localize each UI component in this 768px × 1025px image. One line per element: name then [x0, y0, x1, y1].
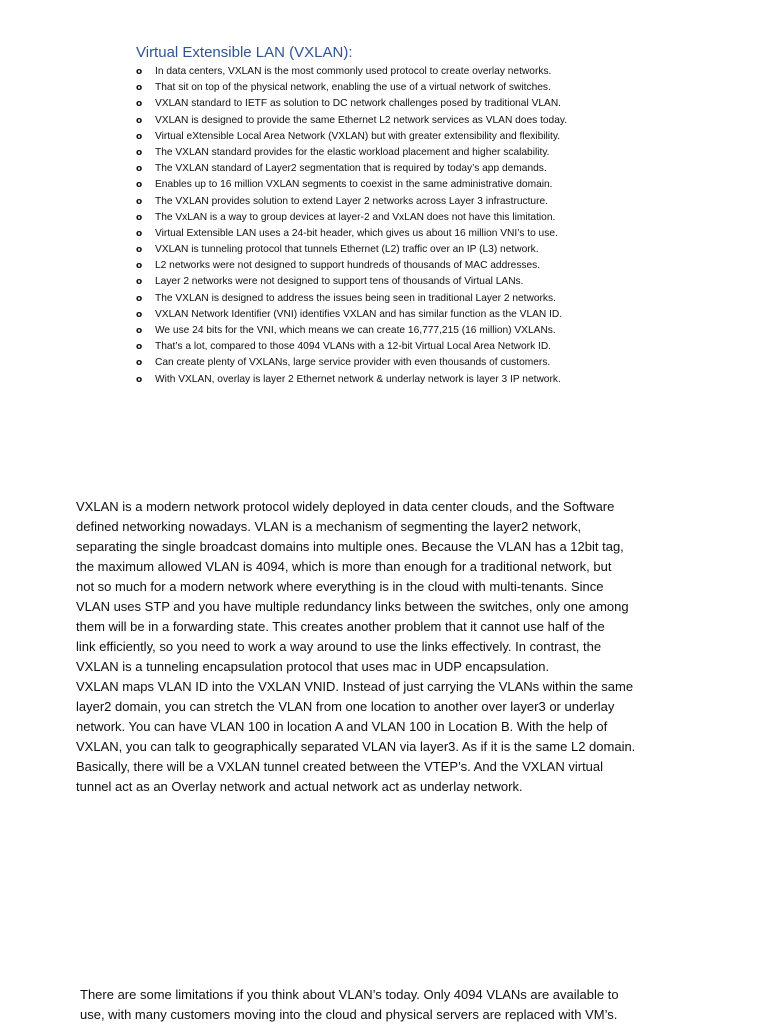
paragraph-line: VLAN uses STP and you have multiple redundancy links between the switches, only one among	[76, 599, 629, 614]
paragraph-line: VXLAN, you can talk to geographically separated VLAN via layer3. As if it is the same L2 domain.	[76, 739, 636, 754]
bullet-text: L2 networks were not designed to support hundreds of thousands of MAC addresses.	[155, 260, 541, 272]
list-item	[136, 291, 736, 307]
paragraph-line: VXLAN is a modern network protocol widely deployed in data center clouds, and the Software	[76, 499, 615, 514]
list-item	[136, 96, 736, 112]
bullet-marker-icon: o	[136, 277, 143, 288]
bullet-text: We use 24 bits for the VNI, which means we can create 16,777,215 (16 million) VXLANs.	[155, 325, 556, 336]
list-item	[136, 113, 736, 129]
bullet-text: The VxLAN is a way to group devices at layer-2 and VxLAN does not have this limitation.	[155, 211, 556, 223]
paragraph-line: not so much for a modern network where everything is in the cloud with multi-tenants. Since	[76, 579, 604, 594]
bullet-marker-icon: o	[136, 309, 143, 320]
bullet-marker-icon: o	[136, 131, 143, 142]
bullet-text: Enables up to 16 million VXLAN segments to coexist in the same administrative domain.	[155, 179, 553, 191]
bullet-marker-icon: o	[136, 147, 143, 158]
paragraph-line: layer2 domain, you can stretch the VLAN from one location to another over layer3 or underlay	[76, 699, 615, 714]
bullet-text: The VXLAN is designed to address the issues being seen in traditional Layer 2 networks.	[155, 292, 556, 304]
list-item	[136, 339, 736, 355]
list-item	[136, 242, 736, 258]
paragraph-line: tunnel act as an Overlay network and actual network act as underlay network.	[76, 779, 523, 794]
paragraph-line: Basically, there will be a VXLAN tunnel created between the VTEP’s. And the VXLAN virtual	[76, 759, 604, 774]
bullet-text: In data centers, VXLAN is the most commonly used protocol to create overlay networks.	[155, 66, 552, 77]
bullet-text: VXLAN is tunneling protocol that tunnels Ethernet (L2) traffic over an IP (L3) network.	[155, 244, 539, 256]
bullet-text: Virtual eXtensible Local Area Network (VXLAN) but with greater extensibility and flexibility.	[155, 130, 561, 142]
list-item	[136, 226, 736, 242]
bullet-marker-icon: o	[136, 115, 143, 126]
bullet-text: That’s a lot, compared to those 4094 VLANs with a 12-bit Virtual Local Area Network ID.	[155, 341, 552, 353]
bullet-marker-icon: o	[136, 164, 143, 175]
bullet-text: Virtual Extensible LAN uses a 24-bit header, which gives us about 16 million VNI’s to use.	[155, 227, 558, 239]
list-item	[136, 274, 736, 290]
bullet-text: With VXLAN, overlay is layer 2 Ethernet network & underlay network is layer 3 IP network.	[155, 373, 561, 385]
bullet-text: The VXLAN standard provides for the elastic workload placement and higher scalability.	[155, 146, 550, 158]
bullet-marker-icon: o	[136, 245, 143, 256]
bullet-marker-icon: o	[136, 196, 143, 207]
list-item	[136, 372, 736, 388]
paragraph-line: them will be in a forwarding state. This creates another problem that it cannot use half of the	[76, 619, 605, 634]
bullet-marker-icon: o	[136, 293, 143, 304]
paragraph-vxlan-overview	[76, 497, 716, 797]
list-item	[136, 145, 736, 161]
bullet-text: Can create plenty of VXLANs, large service provider with even thousands of customers.	[155, 357, 551, 369]
bullet-marker-icon: o	[136, 358, 143, 369]
list-item	[136, 323, 736, 339]
paragraph-line: There are some limitations if you think about VLAN’s today. Only 4094 VLANs are available to	[80, 987, 619, 1002]
paragraph-line: link efficiently, so you need to work a way around to use the links effectively. In contrast, the	[76, 639, 602, 654]
bullet-marker-icon: o	[136, 83, 143, 94]
list-item	[136, 210, 736, 226]
list-item	[136, 161, 736, 177]
bullet-text: VXLAN Network Identifier (VNI) identifies VXLAN and has similar function as the VLAN ID.	[155, 308, 563, 320]
paragraph-line: VXLAN is a tunneling encapsulation protocol that uses mac in UDP encapsulation.	[76, 659, 550, 674]
bullet-marker-icon: o	[136, 326, 143, 336]
list-item	[136, 307, 736, 323]
bullet-list	[136, 64, 736, 388]
paragraph-line: VXLAN maps VLAN ID into the VXLAN VNID. Instead of just carrying the VLANs within the same	[76, 679, 634, 694]
list-item	[136, 177, 736, 193]
paragraph-line: separating the single broadcast domains into multiple ones. Because the VLAN has a 12bit tag,	[76, 539, 624, 554]
paragraph-line: the maximum allowed VLAN is 4094, which is more than enough for a traditional network, but	[76, 559, 612, 574]
bullet-text: VXLAN is designed to provide the same Ethernet L2 network services as VLAN does today.	[155, 114, 568, 126]
bullet-marker-icon: o	[136, 261, 143, 272]
bullet-marker-icon: o	[136, 180, 143, 191]
bullet-text: The VXLAN provides solution to extend Layer 2 networks across Layer 3 infrastructure.	[155, 195, 548, 207]
list-item	[136, 80, 736, 96]
list-item	[136, 355, 736, 371]
paragraph-line: network. You can have VLAN 100 in location A and VLAN 100 in Location B. With the help of	[76, 719, 608, 734]
paragraph-vlan-limitations	[80, 985, 720, 1025]
bullet-marker-icon: o	[136, 99, 143, 110]
bullet-text: VXLAN standard to IETF as solution to DC network challenges posed by traditional VLAN.	[155, 98, 562, 110]
bullet-marker-icon: o	[136, 374, 143, 385]
bullet-marker-icon: o	[136, 67, 143, 77]
paragraph-line: defined networking nowadays. VLAN is a mechanism of segmenting the layer2 network,	[76, 519, 582, 534]
bullet-marker-icon: o	[136, 228, 143, 239]
list-item	[136, 129, 736, 145]
list-item	[136, 194, 736, 210]
list-item	[136, 64, 736, 80]
section-heading: Virtual Extensible LAN (VXLAN):	[136, 44, 353, 61]
paragraph-line: use, with many customers moving into the cloud and physical servers are replaced with VM’s.	[80, 1007, 618, 1022]
bullet-marker-icon: o	[136, 212, 143, 223]
bullet-text: Layer 2 networks were not designed to support tens of thousands of Virtual LANs.	[155, 276, 524, 288]
bullet-marker-icon: o	[136, 342, 143, 353]
list-item	[136, 258, 736, 274]
bullet-text: That sit on top of the physical network, enabling the use of a virtual network of switches.	[155, 82, 551, 94]
bullet-text: The VXLAN standard of Layer2 segmentation that is required by today’s app demands.	[155, 163, 547, 175]
